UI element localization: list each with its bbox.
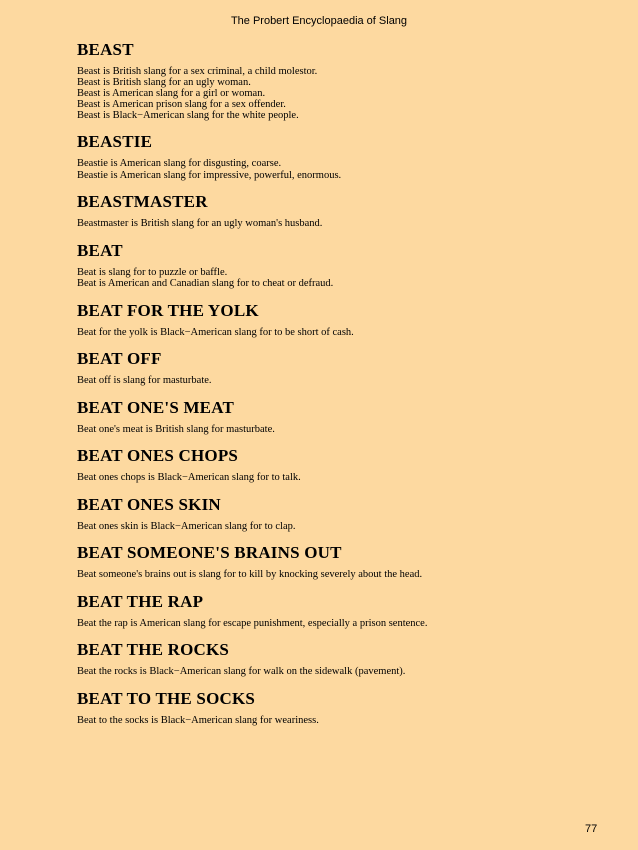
entry-definition: Beat ones chops is Black−American slang for to talk. — [77, 472, 301, 483]
entry-definition: Beat one's meat is British slang for masturbate. — [77, 423, 275, 435]
entry-definition: Beat the rap is American slang for escape punishment, especially a prison sentence. — [77, 617, 428, 629]
entry-headword: BEAT ONES CHOPS — [77, 446, 239, 465]
entry-definition: Beast is American prison slang for a sex offender. — [77, 99, 286, 110]
running-head: The Probert Encyclopaedia of Slang — [230, 15, 408, 27]
entry-definition: Beastmaster is British slang for an ugly woman's husband. — [77, 218, 323, 229]
entry — [77, 446, 597, 484]
entry-definition: Beat ones skin is Black−American slang for to clap. — [77, 520, 296, 532]
entry-headword: BEAT OFF — [77, 349, 162, 368]
entry-definition: Beastie is American slang for disgusting, coarse. — [77, 158, 282, 169]
entry-definition: Beast is American slang for a girl or woman. — [77, 88, 266, 99]
entry — [77, 301, 597, 339]
entry-headword: BEAT ONES SKIN — [77, 494, 221, 514]
entry — [77, 40, 597, 121]
entry-definition: Beat for the yolk is Black−American slang for to be short of cash. — [77, 326, 354, 338]
entry — [77, 543, 597, 581]
entry-headword: BEAST — [77, 40, 134, 59]
entry-definition: Beat off is slang for masturbate. — [77, 375, 212, 386]
entry-definition: Beat is American and Canadian slang for to cheat or defraud. — [77, 278, 334, 289]
entry — [77, 192, 597, 230]
entry-headword: BEAT FOR THE YOLK — [77, 300, 259, 320]
entry-definition: Beat is slang for to puzzle or baffle. — [77, 266, 228, 278]
entry-definition: Beastie is American slang for impressive, powerful, enormous. — [77, 169, 342, 181]
entry-headword: BEAT THE ROCKS — [77, 640, 230, 659]
entry-definition: Beast is British slang for an ugly woman. — [77, 77, 251, 88]
entry-definition: Beat the rocks is Black−American slang for walk on the sidewalk (pavement). — [77, 666, 406, 677]
entry — [77, 689, 597, 727]
entry — [77, 640, 597, 678]
entry-definition: Beat to the socks is Black−American slang for weariness. — [77, 714, 319, 726]
page-number: 77 — [585, 823, 598, 835]
entry-headword: BEAT THE RAP — [77, 591, 204, 611]
entry — [77, 592, 597, 630]
entry — [77, 241, 597, 290]
entry-headword: BEASTMASTER — [77, 192, 208, 211]
entry-headword: BEAT TO THE SOCKS — [77, 688, 256, 708]
entry — [77, 398, 597, 436]
entry — [77, 132, 597, 181]
entry — [77, 495, 597, 533]
entry-headword: BEAT SOMEONE'S BRAINS OUT — [77, 543, 342, 562]
entry-headword: BEAT — [77, 240, 123, 260]
entry-definition: Beast is Black−American slang for the white people. — [77, 110, 299, 121]
entry — [77, 349, 597, 387]
entry-headword: BEASTIE — [77, 132, 153, 151]
entry-list — [77, 40, 597, 737]
entry-definition: Beat someone's brains out is slang for to kill by knocking severely about the head. — [77, 569, 423, 580]
entry-definition: Beast is British slang for a sex criminal, a child molestor. — [77, 66, 318, 77]
entry-headword: BEAT ONE'S MEAT — [77, 397, 234, 417]
